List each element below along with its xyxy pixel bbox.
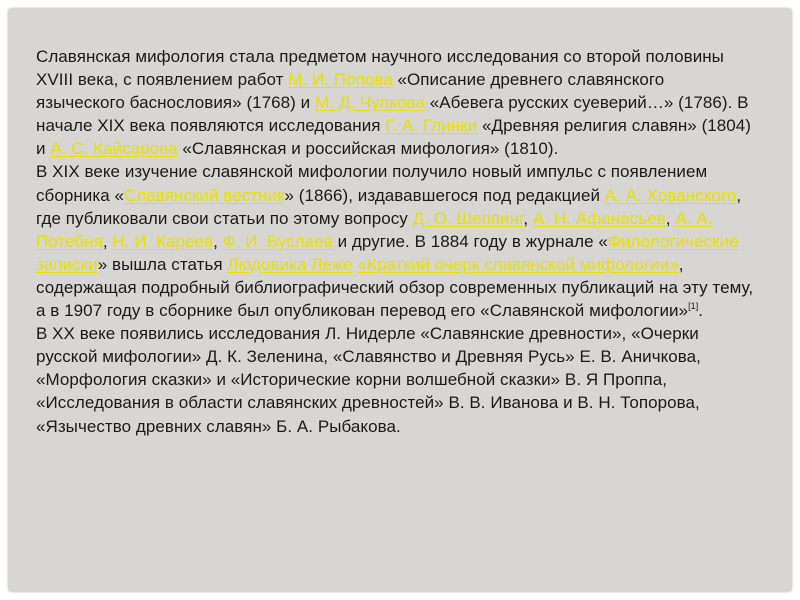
text-run: . [698,301,704,321]
text-run: «Описание древнего славянского языческого баснословия» (1768) и [36,70,665,113]
inline-link[interactable]: Н. И. Кареев [112,231,214,251]
text-run: , [213,231,223,251]
text-run: «Славянская и российская мифология» (1810). [177,139,559,159]
slide-text-body [36,45,756,438]
text-run: В XX веке появились исследования Л. Нидерле «Славянские древности», «Очерки русской мифологии» Д. К. Зеленина, «Славянство и Древняя Русь» Е. В. Аничкова, «Морфология сказки» и «Исторические корни волшебной сказки» В. Я Проппа, «Исследования в области славянских древностей» В. В. Иванова и В. Н. Топорова, «Язычество древних славян» Б. А. Рыбакова. [36,324,701,436]
inline-link[interactable]: Ф. И. Буслаев [222,231,333,251]
inline-link[interactable]: Филологические записки [36,231,739,274]
inline-link[interactable]: «Краткий очерк славянской мифологии» [357,254,679,274]
text-run: , [523,208,533,228]
slide [8,8,792,592]
inline-link[interactable]: А. С. Кайсарова [50,139,178,159]
inline-link[interactable]: Людовика Леже [227,254,353,274]
text-run: » вышла статья [97,254,228,274]
inline-link[interactable]: А. А. Хованского [604,185,737,205]
text-run: и другие. В 1884 году в журнале « [332,231,608,251]
paragraph [36,160,756,322]
footnote-ref[interactable]: [1] [688,301,699,312]
inline-link[interactable]: М. И. Попова [288,70,393,90]
inline-link[interactable]: А. А. Потебня [36,208,713,251]
inline-link[interactable]: Г. А. Глинки [385,116,478,136]
text-run: «Древняя религия славян» (1804) и [36,116,752,159]
text-run: , содержащая подробный библиографический обзор современных публикаций на эту тему, а в 1907 году в сборнике был опубликован перевод его «Славянской мифологии» [36,254,754,321]
inline-link[interactable]: Славянский вестник [123,185,285,205]
text-run: «Абевега русских суеверий…» (1786). В начале XIX века появляются исследования [36,93,749,136]
paragraph [36,322,756,437]
inline-link[interactable]: А. Н. Афанасьев [532,208,666,228]
text-run: В XIX веке изучение славянской мифологии получило новый импульс с появлением сборника « [36,162,708,205]
text-run: , [665,208,676,228]
inline-link[interactable]: М. Д. Чулкова [314,93,425,113]
paragraph [36,45,756,160]
inline-link[interactable]: Д. О. Шеппинг [412,208,524,228]
text-run: Славянская мифология стала предметом научного исследования со второй половины XVIII века, с появлением работ [36,47,724,90]
text-run: » (1866), издававшегося под редакцией [284,185,605,205]
text-run: , [102,231,113,251]
text-run: , где публиковали свои статьи по этому вопросу [36,185,742,228]
